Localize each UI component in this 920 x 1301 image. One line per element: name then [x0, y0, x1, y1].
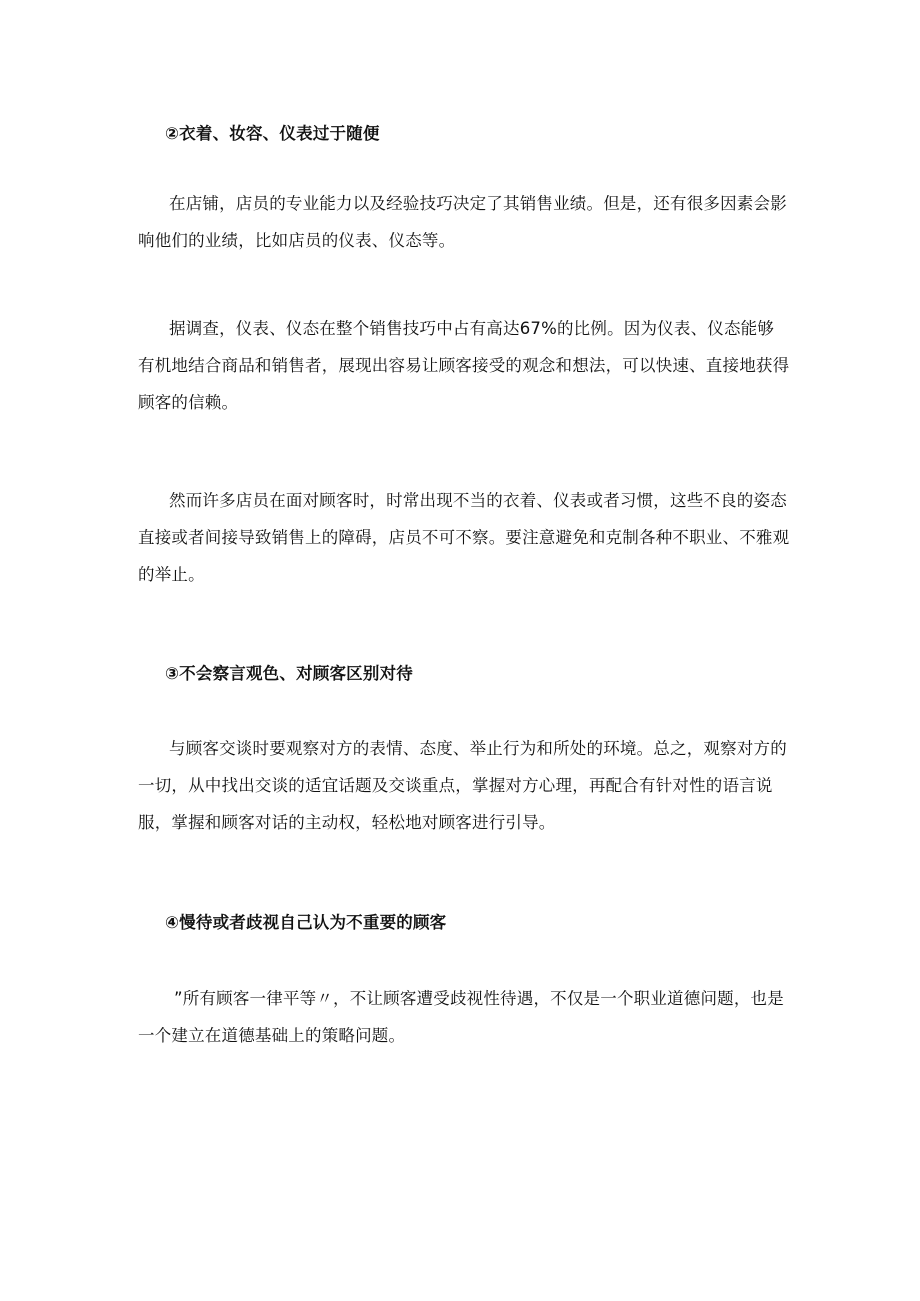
paragraph-3-1: 与顾客交谈时要观察对方的表情、态度、举止行为和所处的环境。总之，观察对方的一切，从中找出交谈的适宜话题及交谈重点，掌握对方心理，再配合有针对性的语言说服，掌握和顾客对话的主动权，轻松地对顾客进行引导。 — [138, 739, 787, 832]
section-heading-2: ②衣着、妆容、仪表过于随便 — [165, 124, 380, 143]
paragraph-2-2: 据调查，仪表、仪态在整个销售技巧中占有高达67%的比例。因为仪表、仪态能够有机地结合商品和销售者，展现出容易让顾客接受的观念和想法，可以快速、直接地获得顾客的信赖。 — [138, 319, 790, 412]
paragraph-2-3: 然而许多店员在面对顾客时，时常出现不当的衣着、仪表或者习惯，这些不良的姿态直接或者间接导致销售上的障碍，店员不可不察。要注意避免和克制各种不职业、不雅观的举止。 — [138, 491, 790, 584]
section-heading-3: ③不会察言观色、对顾客区别对待 — [165, 664, 413, 683]
section-heading-4: ④慢待或者歧视自己认为不重要的顾客 — [165, 913, 447, 932]
paragraph-2-1: 在店铺，店员的专业能力以及经验技巧决定了其销售业绩。但是，还有很多因素会影响他们的业绩，比如店员的仪表、仪态等。 — [138, 194, 787, 250]
paragraph-4-1: ”所有顾客一律平等〃，不让顾客遭受歧视性待遇，不仅是一个职业道德问题，也是一个建立在道德基础上的策略问题。 — [138, 989, 784, 1045]
